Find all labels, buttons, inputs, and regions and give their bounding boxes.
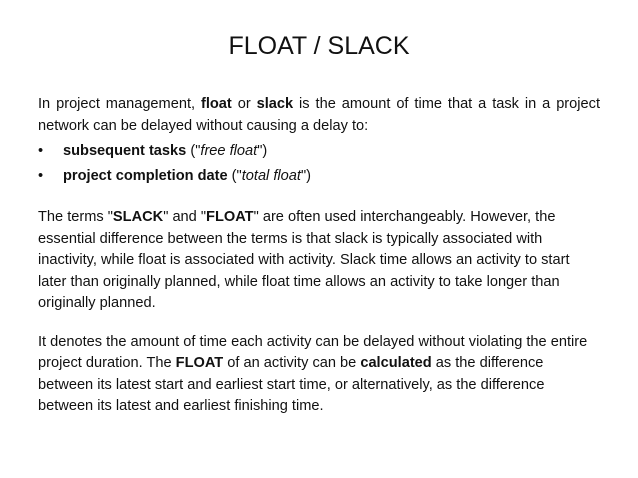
bullet-italic: total float xyxy=(241,167,301,184)
para3-text-2: of an activity can be xyxy=(223,355,361,371)
slide-content xyxy=(38,94,600,418)
para3-text-1: It denotes the amount of time each activity can be delayed without violating the entire project duration. The xyxy=(38,333,588,371)
para2-term-float: FLOAT xyxy=(206,209,254,225)
para2-text-3: " are often used interchangeably. However, the essential difference between the terms is that slack is typically associated with inactivity, while float is associated with activity. Slack time allows an activity to start later than originally planned, while float time allows an activity to take longer than originally planned. xyxy=(38,209,570,311)
bullet-list xyxy=(38,141,600,187)
intro-term-float: float xyxy=(200,96,232,112)
intro-text-3: is the amount of time that a task in a project network can be delayed without causing a delay to: xyxy=(38,96,600,134)
intro-text-2: or xyxy=(231,96,257,112)
para2-term-slack: SLACK xyxy=(112,209,164,225)
bullet-bold: subsequent tasks xyxy=(63,143,187,159)
para3-term-float: FLOAT xyxy=(175,355,224,371)
slack-float-paragraph xyxy=(38,207,600,315)
para2-text-1: The terms " xyxy=(38,209,113,225)
bullet-bold: project completion date xyxy=(63,167,228,184)
bullet-icon: • xyxy=(38,143,44,159)
bullet-icon: • xyxy=(38,167,44,184)
bullet-post: ") xyxy=(300,167,311,184)
calculation-paragraph xyxy=(38,332,600,418)
intro-paragraph xyxy=(38,94,600,137)
spacer xyxy=(38,315,600,332)
intro-term-slack: slack xyxy=(256,96,294,112)
bullet-pre: (" xyxy=(186,143,201,159)
para3-text-3: as the difference between its latest start and earliest start time, or alternatively, as the difference between its latest and earliest finishing time. xyxy=(38,355,545,414)
slide-title: FLOAT / SLACK xyxy=(228,32,410,60)
bullet-post: ") xyxy=(257,143,268,159)
bullet-pre: (" xyxy=(227,167,242,184)
bullet-italic: free float xyxy=(200,143,258,159)
bullet-item xyxy=(38,166,600,188)
para3-term-calculated: calculated xyxy=(360,355,432,371)
para2-text-2: " and " xyxy=(163,209,207,225)
spacer xyxy=(38,190,600,207)
bullet-item xyxy=(38,141,600,163)
intro-text-1: In project management, xyxy=(38,96,201,112)
